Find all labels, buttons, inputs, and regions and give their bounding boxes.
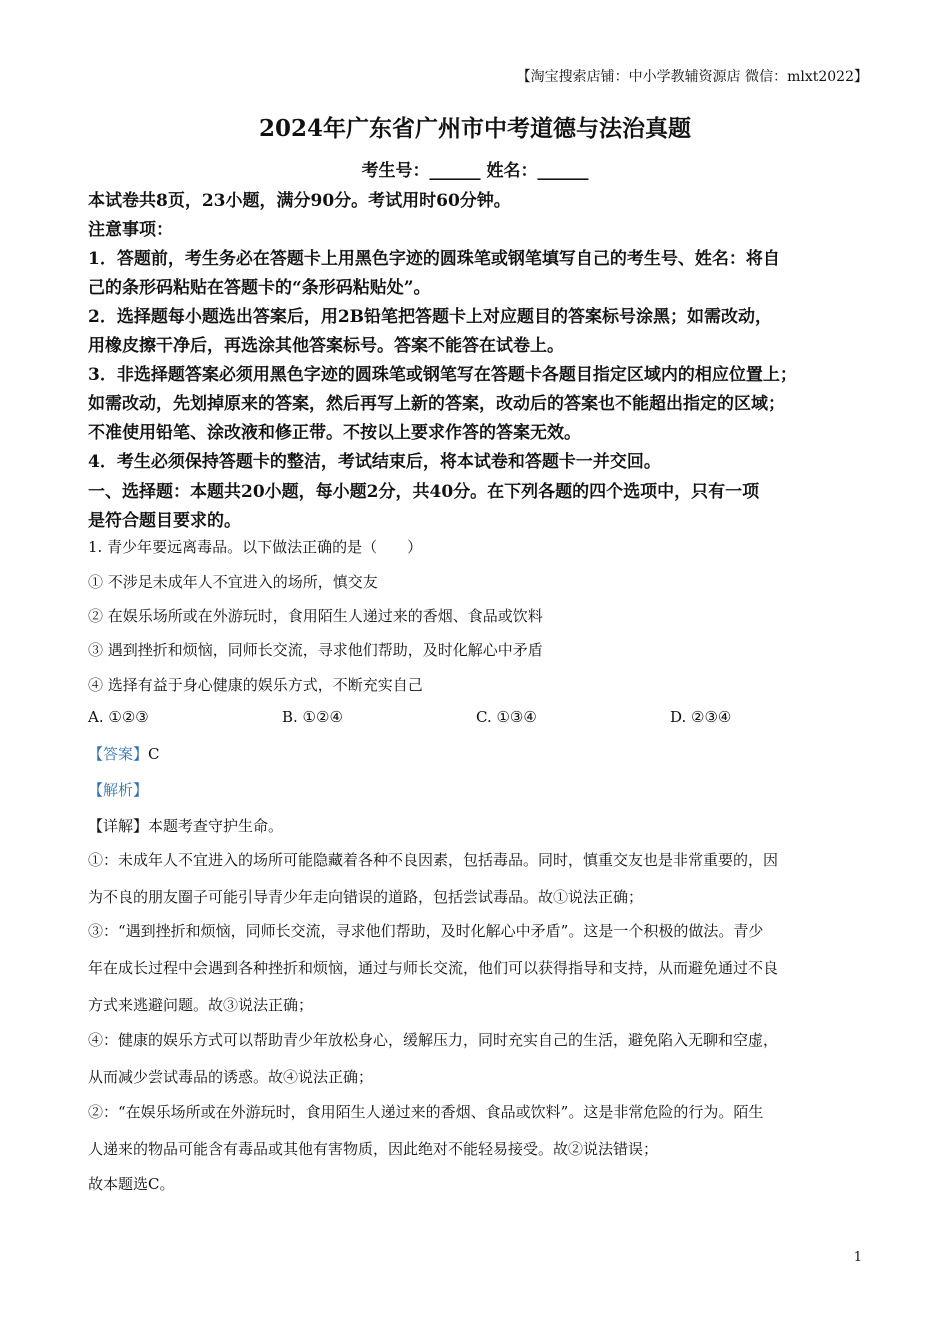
section-heading: 是符合题目要求的。 (88, 511, 241, 531)
analysis-line: 年在成长过程中会遇到各种挫折和烦恼，通过与师长交流，他们可以获得指导和支持，从而避免通过不良 (88, 959, 779, 977)
note-line: 己的条形码粘贴在答题卡的“条形码粘贴处”。 (88, 278, 431, 298)
question-item: ② 在娱乐场所或在外游玩时，食用陌生人递过来的香烟、食品或饮料 (88, 607, 543, 625)
note-line: 4．考生必须保持答题卡的整洁，考试结束后，将本试卷和答题卡一并交回。 (88, 452, 661, 472)
option-c: C. ①③④ (476, 708, 537, 726)
analysis-line: 从而减少尝试毒品的诱惑。故④说法正确； (88, 1068, 374, 1086)
analysis-line: 方式来逃避问题。故③说法正确； (88, 996, 314, 1014)
note-line: 不准使用铅笔、涂改液和修正带。不按以上要求作答的答案无效。 (88, 423, 581, 443)
candidate-info: 考生号：______ 姓名：______ (361, 161, 589, 181)
option-b: B. ①②④ (282, 708, 343, 726)
exam-title: 2024年广东省广州市中考道德与法治真题 (258, 115, 691, 142)
note-line: 如需改动，先划掉原来的答案，然后再写上新的答案，改动后的答案也不能超出指定的区域； (88, 394, 785, 414)
analysis-line: ①：未成年人不宜进入的场所可能隐藏着各种不良因素，包括毒品。同时，慎重交友也是非常重要的，因 (88, 851, 779, 869)
note-line: 2．选择题每小题选出答案后，用2B铅笔把答题卡上对应题目的答案标号涂黑；如需改动， (88, 307, 773, 327)
note-line: 用橡皮擦干净后，再选涂其他答案标号。答案不能答在试卷上。 (88, 336, 564, 356)
page-number: 1 (853, 1250, 862, 1265)
note-line: 3．非选择题答案必须用黑色字迹的圆珠笔或钢笔写在答题卡各题目指定区域内的相应位置上； (88, 365, 797, 385)
analysis-line: ②：“在娱乐场所或在外游玩时，食用陌生人递过来的香烟、食品或饮料”。这是非常危险的行为。陌生 (88, 1103, 764, 1121)
analysis-line: 为不良的朋友圈子可能引导青少年走向错误的道路，包括尝试毒品。故①说法正确； (88, 888, 644, 906)
answer-value: C (148, 745, 160, 763)
analysis-line: ③：“遇到挫折和烦恼，同师长交流，寻求他们帮助，及时化解心中矛盾”。这是一个积极的做法。青少 (88, 922, 764, 940)
answer-line (88, 743, 160, 764)
option-a: A. ①②③ (88, 708, 149, 726)
question-stem: 1. 青少年要远离毒品。以下做法正确的是（ ） (88, 538, 423, 556)
analysis-line: 【详解】本题考查守护生命。 (88, 817, 284, 835)
question-item: ④ 选择有益于身心健康的娱乐方式，不断充实自己 (88, 676, 423, 694)
option-d: D. ②③④ (670, 708, 732, 726)
question-item: ③ 遇到挫折和烦恼，同师长交流，寻求他们帮助，及时化解心中矛盾 (88, 641, 543, 659)
analysis-conclusion: 故本题选C。 (88, 1175, 175, 1193)
section-heading: 一、选择题：本题共20小题，每小题2分，共40分。在下列各题的四个选项中，只有一项 (88, 482, 760, 502)
analysis-tag: 【解析】 (88, 781, 149, 799)
exam-summary: 本试卷共8页，23小题，满分90分。考试用时60分钟。 (88, 191, 511, 211)
note-line: 1．答题前，考生务必在答题卡上用黑色字迹的圆珠笔或钢笔填写自己的考生号、姓名：将自 (88, 249, 780, 269)
shop-header-note: 【淘宝搜索店铺：中小学教辅资源店 微信：mlxt2022】 (516, 69, 868, 85)
question-item: ① 不涉足未成年人不宜进入的场所，慎交友 (88, 573, 378, 591)
analysis-line: ④：健康的娱乐方式可以帮助青少年放松身心，缓解压力，同时充实自己的生活，避免陷入无聊和空虚， (88, 1031, 779, 1049)
analysis-line: 人递来的物品可能含有毒品或其他有害物质，因此绝对不能轻易接受。故②说法错误； (88, 1140, 659, 1158)
answer-tag: 【答案】 (88, 745, 149, 763)
notes-heading: 注意事项： (88, 220, 173, 240)
